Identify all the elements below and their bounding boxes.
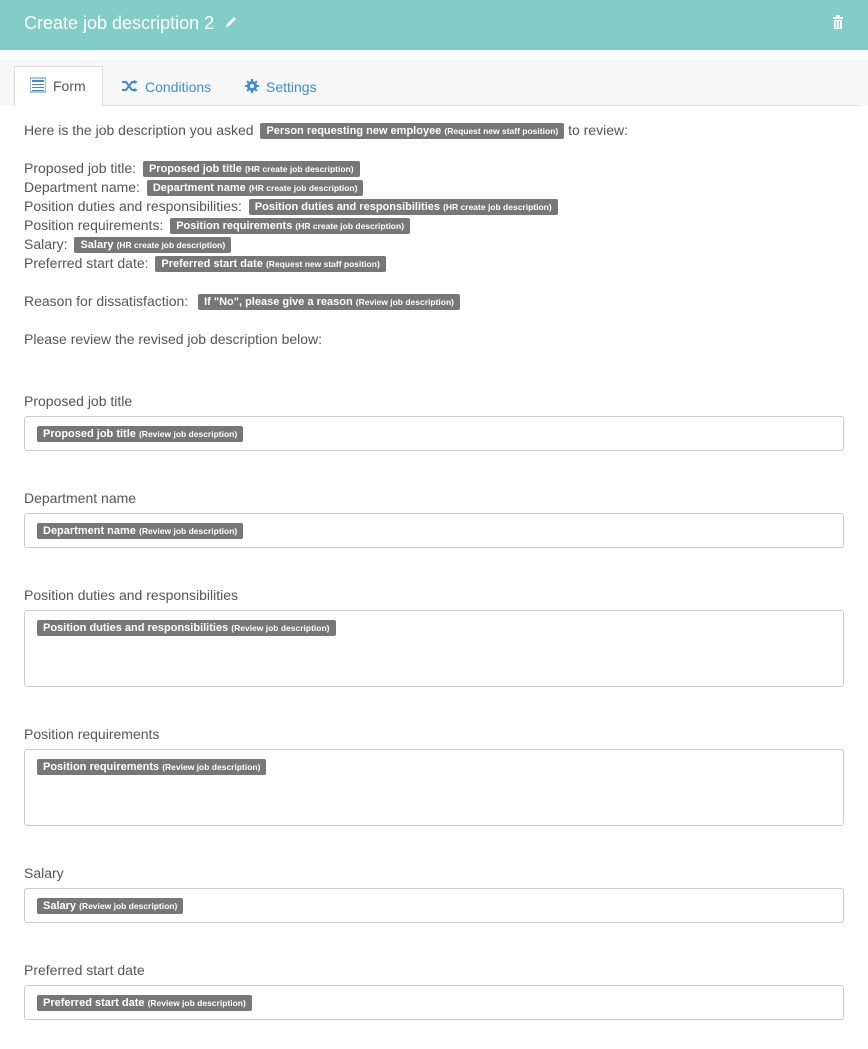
tag-main: Department name: [152, 182, 246, 195]
field-label: Preferred start date: [24, 962, 145, 978]
tab-conditions-label: Conditions: [145, 79, 212, 95]
summary-label: Position duties and responsibilities:: [24, 198, 242, 214]
tab-settings-label: Settings: [266, 79, 317, 95]
tag-context: (Review job description): [162, 762, 261, 773]
variable-tag: [37, 898, 183, 914]
gear-icon: [245, 79, 259, 96]
tag-context: (Review job description): [79, 901, 178, 912]
tag-context: (Review job description): [138, 429, 238, 440]
tab-form[interactable]: [14, 66, 103, 106]
intro-text-suffix: to review:: [568, 122, 628, 138]
tag-context: (HR create job description): [244, 164, 354, 175]
tag-main: Salary: [80, 239, 114, 252]
tag-main: Position duties and responsibilities: [254, 201, 440, 214]
variable-tag: [37, 759, 266, 775]
variable-tag: [37, 620, 336, 636]
variable-tag: [147, 180, 364, 196]
review-instruction: Please review the revised job description below:: [24, 331, 323, 347]
tag-main: Position requirements: [176, 220, 293, 233]
title-bar: [0, 0, 868, 50]
variable-tag: [143, 161, 360, 177]
tag-context: (HR create job description): [248, 183, 358, 194]
department-name-input[interactable]: [24, 513, 844, 548]
tag-context: (Review job description): [147, 998, 246, 1009]
tag-main: Department name: [43, 525, 136, 538]
variable-tag: [260, 123, 564, 139]
form-icon: [30, 77, 46, 96]
variable-tag: [74, 237, 231, 253]
tag-context: (HR create job description): [116, 240, 226, 251]
tab-conditions[interactable]: [122, 64, 211, 110]
summary-row: [24, 235, 854, 254]
field-label: Position duties and responsibilities: [24, 587, 239, 603]
variable-tag: [198, 294, 460, 310]
field-label: Position requirements: [24, 726, 160, 742]
variable-tag: [37, 523, 243, 539]
delete-trash-icon[interactable]: [832, 15, 844, 32]
variable-tag: [249, 199, 558, 215]
summary-label: Department name:: [24, 179, 140, 195]
field-label: Department name: [24, 490, 137, 506]
summary-label: Position requirements:: [24, 217, 164, 233]
variable-tag: [170, 218, 410, 234]
edit-title-pencil-icon[interactable]: [224, 15, 238, 32]
tag-main: Salary: [43, 900, 77, 913]
position-requirements-textarea[interactable]: [24, 749, 844, 826]
tab-form-label: Form: [53, 78, 86, 94]
summary-row: [24, 254, 854, 273]
tag-main: Position requirements: [43, 761, 160, 774]
tag-context: (Request new staff position): [444, 126, 559, 137]
proposed-job-title-input[interactable]: [24, 416, 844, 451]
variable-tag: [155, 256, 385, 272]
position-duties-textarea[interactable]: [24, 610, 844, 687]
summary-row: [24, 216, 854, 235]
tab-bar: [0, 60, 868, 106]
reason-row: [24, 292, 854, 311]
tag-context: (Review job description): [231, 623, 330, 634]
summary-row: [24, 197, 854, 216]
tag-main: Preferred start date: [43, 997, 145, 1010]
tag-context: (HR create job description): [443, 202, 552, 213]
field-label: Proposed job title: [24, 393, 133, 409]
form-intro: [24, 121, 854, 349]
intro-text: Here is the job description you asked: [24, 122, 254, 138]
tag-context: (Review job description): [138, 526, 238, 537]
tag-main: If "No", please give a reason: [204, 296, 353, 309]
tag-main: Proposed job title: [148, 163, 242, 176]
tag-main: Preferred start date: [161, 258, 263, 271]
field-label: Salary: [24, 865, 64, 881]
variable-tag: [37, 426, 243, 442]
shuffle-icon: [122, 79, 138, 95]
tag-context: (Request new staff position): [265, 259, 380, 270]
summary-row: [24, 159, 854, 178]
reason-label: Reason for dissatisfaction:: [24, 293, 189, 309]
summary-label: Proposed job title:: [24, 160, 137, 176]
variable-tag: [37, 995, 252, 1011]
salary-input[interactable]: [24, 888, 844, 923]
tag-main: Person requesting new employee: [266, 125, 442, 138]
tag-context: (HR create job description): [295, 221, 405, 232]
tag-context: (Review job description): [355, 297, 455, 308]
page-title: Create job description 2: [24, 13, 215, 33]
tab-settings[interactable]: [245, 64, 317, 110]
tag-main: Proposed job title: [43, 428, 136, 441]
summary-label: Salary:: [24, 236, 68, 252]
preferred-start-date-input[interactable]: [24, 985, 844, 1020]
intro-line: [24, 121, 854, 140]
summary-row: [24, 178, 854, 197]
tag-main: Position duties and responsibilities: [43, 622, 229, 635]
summary-label: Preferred start date:: [24, 255, 149, 271]
